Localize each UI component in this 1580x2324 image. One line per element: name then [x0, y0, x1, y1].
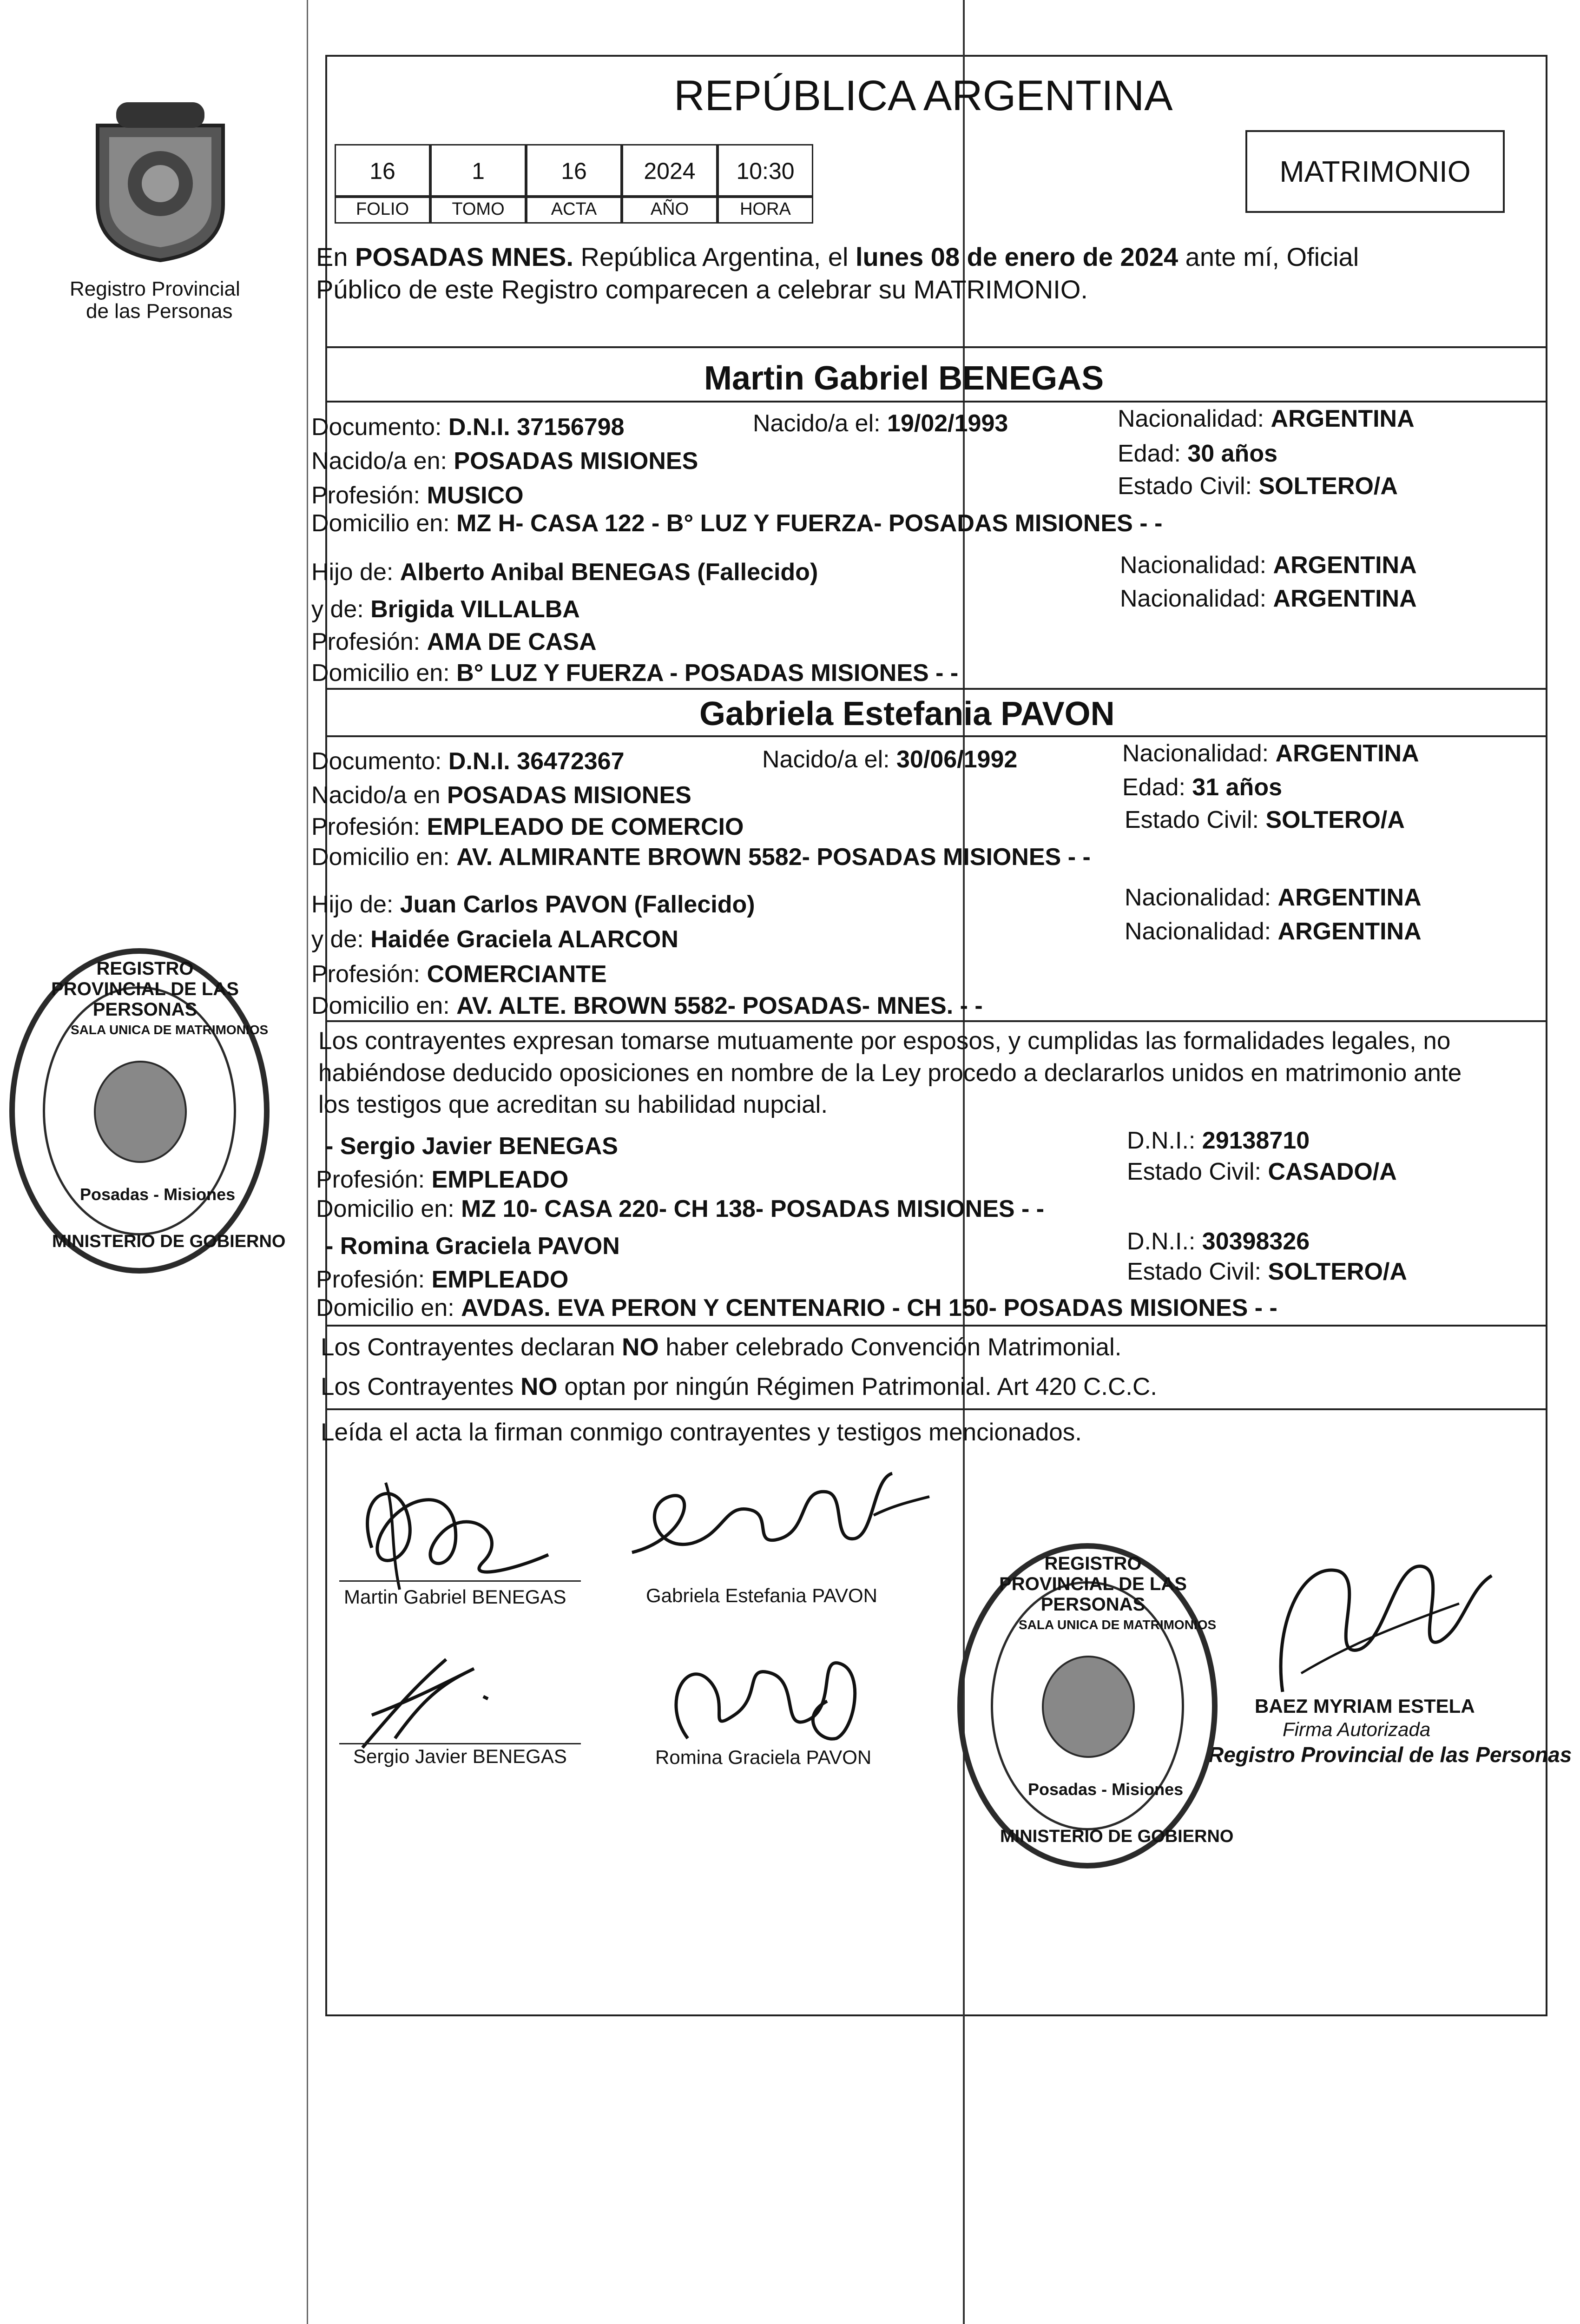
intro-line2: Público de este Registro comparecen a celebrar su MATRIMONIO.	[316, 275, 1088, 304]
spouse1-mother-nationality: Nacionalidad: ARGENTINA	[1120, 585, 1417, 612]
hora-value: 10:30	[718, 144, 813, 198]
spouse1-birthplace: Nacido/a en: POSADAS MISIONES	[311, 448, 698, 475]
convention-2: Los Contrayentes NO optan por ningún Régimen Patrimonial. Art 420 C.C.C.	[321, 1373, 1157, 1400]
spouse2-profession: Profesión: EMPLEADO DE COMERCIO	[311, 813, 744, 840]
signature-1-name: Martin Gabriel BENEGAS	[344, 1586, 566, 1608]
witness1-name: - Sergio Javier BENEGAS	[325, 1133, 618, 1160]
declaration-line2: habiéndose deducido oposiciones en nombre de la Ley procedo a declararlos unidos en matrimonio ante	[318, 1059, 1462, 1087]
registry-name-line2: de las Personas	[86, 300, 233, 323]
country-title: REPÚBLICA ARGENTINA	[674, 72, 1173, 119]
divider-7	[325, 1408, 1547, 1410]
spouse1-profession: Profesión: MUSICO	[311, 482, 524, 509]
signature-1-line	[339, 1580, 581, 1582]
signature-4	[651, 1645, 883, 1752]
spouse1-parent-profession: Profesión: AMA DE CASA	[311, 628, 597, 655]
seal-left-bottom-text: MINISTERIO DE GOBIERNO	[52, 1232, 286, 1251]
official-seal-right	[957, 1543, 1234, 1868]
spouse2-birthplace: Nacido/a en POSADAS MISIONES	[311, 782, 691, 809]
signature-3-line	[339, 1743, 581, 1744]
witness2-dni: D.N.I.: 30398326	[1127, 1228, 1310, 1255]
convention-1: Los Contrayentes declaran NO haber celebrado Convención Matrimonial.	[321, 1334, 1122, 1361]
seal-left-inner-text: SALA UNICA DE MATRIMONIOS	[71, 1023, 269, 1037]
official-title: Firma Autorizada	[1283, 1718, 1431, 1740]
official-organization: Registro Provincial de las Personas	[1208, 1743, 1572, 1767]
signature-4-name: Romina Graciela PAVON	[655, 1746, 872, 1768]
signature-2-name: Gabriela Estefania PAVON	[646, 1585, 878, 1606]
tomo-value: 1	[430, 144, 526, 198]
seal-left-city: Posadas - Misiones	[80, 1185, 236, 1204]
record-values-row	[335, 144, 813, 198]
acta-label: ACTA	[526, 195, 622, 224]
seal-left-outer-text: REGISTRO PROVINCIAL DE LAS PERSONAS	[51, 958, 239, 1020]
spouse1-father-nationality: Nacionalidad: ARGENTINA	[1120, 552, 1417, 579]
witness1-address: Domicilio en: MZ 10- CASA 220- CH 138- POSADAS MISIONES - -	[316, 1195, 1045, 1222]
registry-name-line1: Registro Provincial	[70, 277, 240, 300]
spouse2-document: Documento: D.N.I. 36472367	[311, 748, 625, 775]
spouse1-address: Domicilio en: MZ H- CASA 122 - B° LUZ Y FUERZA- POSADAS MISIONES - -	[311, 510, 1163, 537]
act-type: MATRIMONIO	[1279, 155, 1471, 188]
hora-label: HORA	[718, 195, 813, 224]
official-signature	[1245, 1534, 1506, 1710]
spouse2-father-nationality: Nacionalidad: ARGENTINA	[1125, 884, 1422, 911]
official-name: BAEZ MYRIAM ESTELA	[1255, 1695, 1475, 1717]
spouse2-name: Gabriela Estefania PAVON	[699, 695, 1115, 733]
signature-2	[613, 1459, 939, 1585]
record-labels-row	[335, 195, 813, 224]
seal-right-emblem	[1042, 1656, 1135, 1758]
spouse1-mother: y de: Brigida VILLALBA	[311, 596, 580, 623]
witness2-civil-status: Estado Civil: SOLTERO/A	[1127, 1258, 1407, 1285]
witness1-civil-status: Estado Civil: CASADO/A	[1127, 1158, 1397, 1185]
ano-label: AÑO	[622, 195, 718, 224]
divider-3	[325, 688, 1547, 690]
witness2-address: Domicilio en: AVDAS. EVA PERON Y CENTENARIO - CH 150- POSADAS MISIONES - -	[316, 1294, 1277, 1321]
fold-line	[963, 0, 965, 2324]
folio-value: 16	[335, 144, 430, 198]
spouse1-birthdate: Nacido/a el: 19/02/1993	[753, 410, 1008, 437]
seal-right-outer-text: REGISTRO PROVINCIAL DE LAS PERSONAS	[999, 1553, 1187, 1615]
seal-right-bottom-text: MINISTERIO DE GOBIERNO	[1000, 1827, 1234, 1846]
spouse2-mother: y de: Haidée Graciela ALARCON	[311, 926, 678, 953]
witness1-dni: D.N.I.: 29138710	[1127, 1127, 1310, 1154]
spouse1-nationality: Nacionalidad: ARGENTINA	[1118, 405, 1415, 432]
spouse1-age: Edad: 30 años	[1118, 440, 1277, 467]
official-seal-left	[9, 948, 286, 1274]
margin-line	[307, 0, 308, 2324]
spouse2-address: Domicilio en: AV. ALMIRANTE BROWN 5582- POSADAS MISIONES - -	[311, 844, 1091, 871]
divider-2	[325, 401, 1547, 403]
witness2-name: - Romina Graciela PAVON	[325, 1233, 620, 1260]
frame-bottom	[325, 2014, 1547, 2016]
tomo-label: TOMO	[430, 195, 526, 224]
frame-right	[1546, 55, 1547, 2016]
spouse1-father: Hijo de: Alberto Anibal BENEGAS (Fallecido)	[311, 559, 818, 586]
signature-3	[344, 1641, 558, 1757]
declaration-line3: los testigos que acreditan su habilidad nupcial.	[318, 1091, 828, 1118]
signature-1	[344, 1455, 586, 1594]
intro-line1: En POSADAS MNES. República Argentina, el lunes 08 de enero de 2024 ante mí, Oficial	[316, 242, 1359, 271]
witness2-profession: Profesión: EMPLEADO	[316, 1266, 569, 1293]
seal-left-emblem	[94, 1061, 187, 1163]
witness1-profession: Profesión: EMPLEADO	[316, 1166, 569, 1193]
acta-value: 16	[526, 144, 622, 198]
spouse2-civil-status: Estado Civil: SOLTERO/A	[1125, 806, 1405, 833]
spouse2-father: Hijo de: Juan Carlos PAVON (Fallecido)	[311, 891, 755, 918]
spouse2-mother-nationality: Nacionalidad: ARGENTINA	[1125, 918, 1422, 945]
act-type-box	[1245, 130, 1505, 213]
spouse2-birthdate: Nacido/a el: 30/06/1992	[762, 746, 1018, 773]
spouse2-age: Edad: 31 años	[1122, 774, 1282, 801]
spouse1-document: Documento: D.N.I. 37156798	[311, 414, 625, 441]
seal-right-inner-text: SALA UNICA DE MATRIMONIOS	[1019, 1618, 1217, 1632]
declaration-line1: Los contrayentes expresan tomarse mutuamente por esposos, y cumplidas las formalidades legales, no	[318, 1027, 1451, 1055]
spouse1-parent-address: Domicilio en: B° LUZ Y FUERZA - POSADAS MISIONES - -	[311, 660, 959, 687]
divider-5	[325, 1020, 1547, 1022]
closing-statement: Leída el acta la firman conmigo contrayentes y testigos mencionados.	[321, 1419, 1082, 1446]
seal-right-city: Posadas - Misiones	[1028, 1780, 1184, 1799]
frame-top	[325, 55, 1547, 57]
folio-label: FOLIO	[335, 195, 430, 224]
divider-1	[325, 346, 1547, 348]
divider-4	[325, 735, 1547, 737]
spouse2-parent-address: Domicilio en: AV. ALTE. BROWN 5582- POSADAS- MNES. - -	[311, 992, 983, 1019]
spouse1-civil-status: Estado Civil: SOLTERO/A	[1118, 473, 1398, 500]
signature-3-name: Sergio Javier BENEGAS	[353, 1745, 567, 1767]
divider-6	[325, 1325, 1547, 1327]
spouse1-name: Martin Gabriel BENEGAS	[704, 360, 1104, 397]
ano-value: 2024	[622, 144, 718, 198]
spouse2-parent-profession: Profesión: COMERCIANTE	[311, 961, 607, 988]
spouse2-nationality: Nacionalidad: ARGENTINA	[1122, 740, 1419, 767]
registry-logo	[88, 98, 232, 265]
